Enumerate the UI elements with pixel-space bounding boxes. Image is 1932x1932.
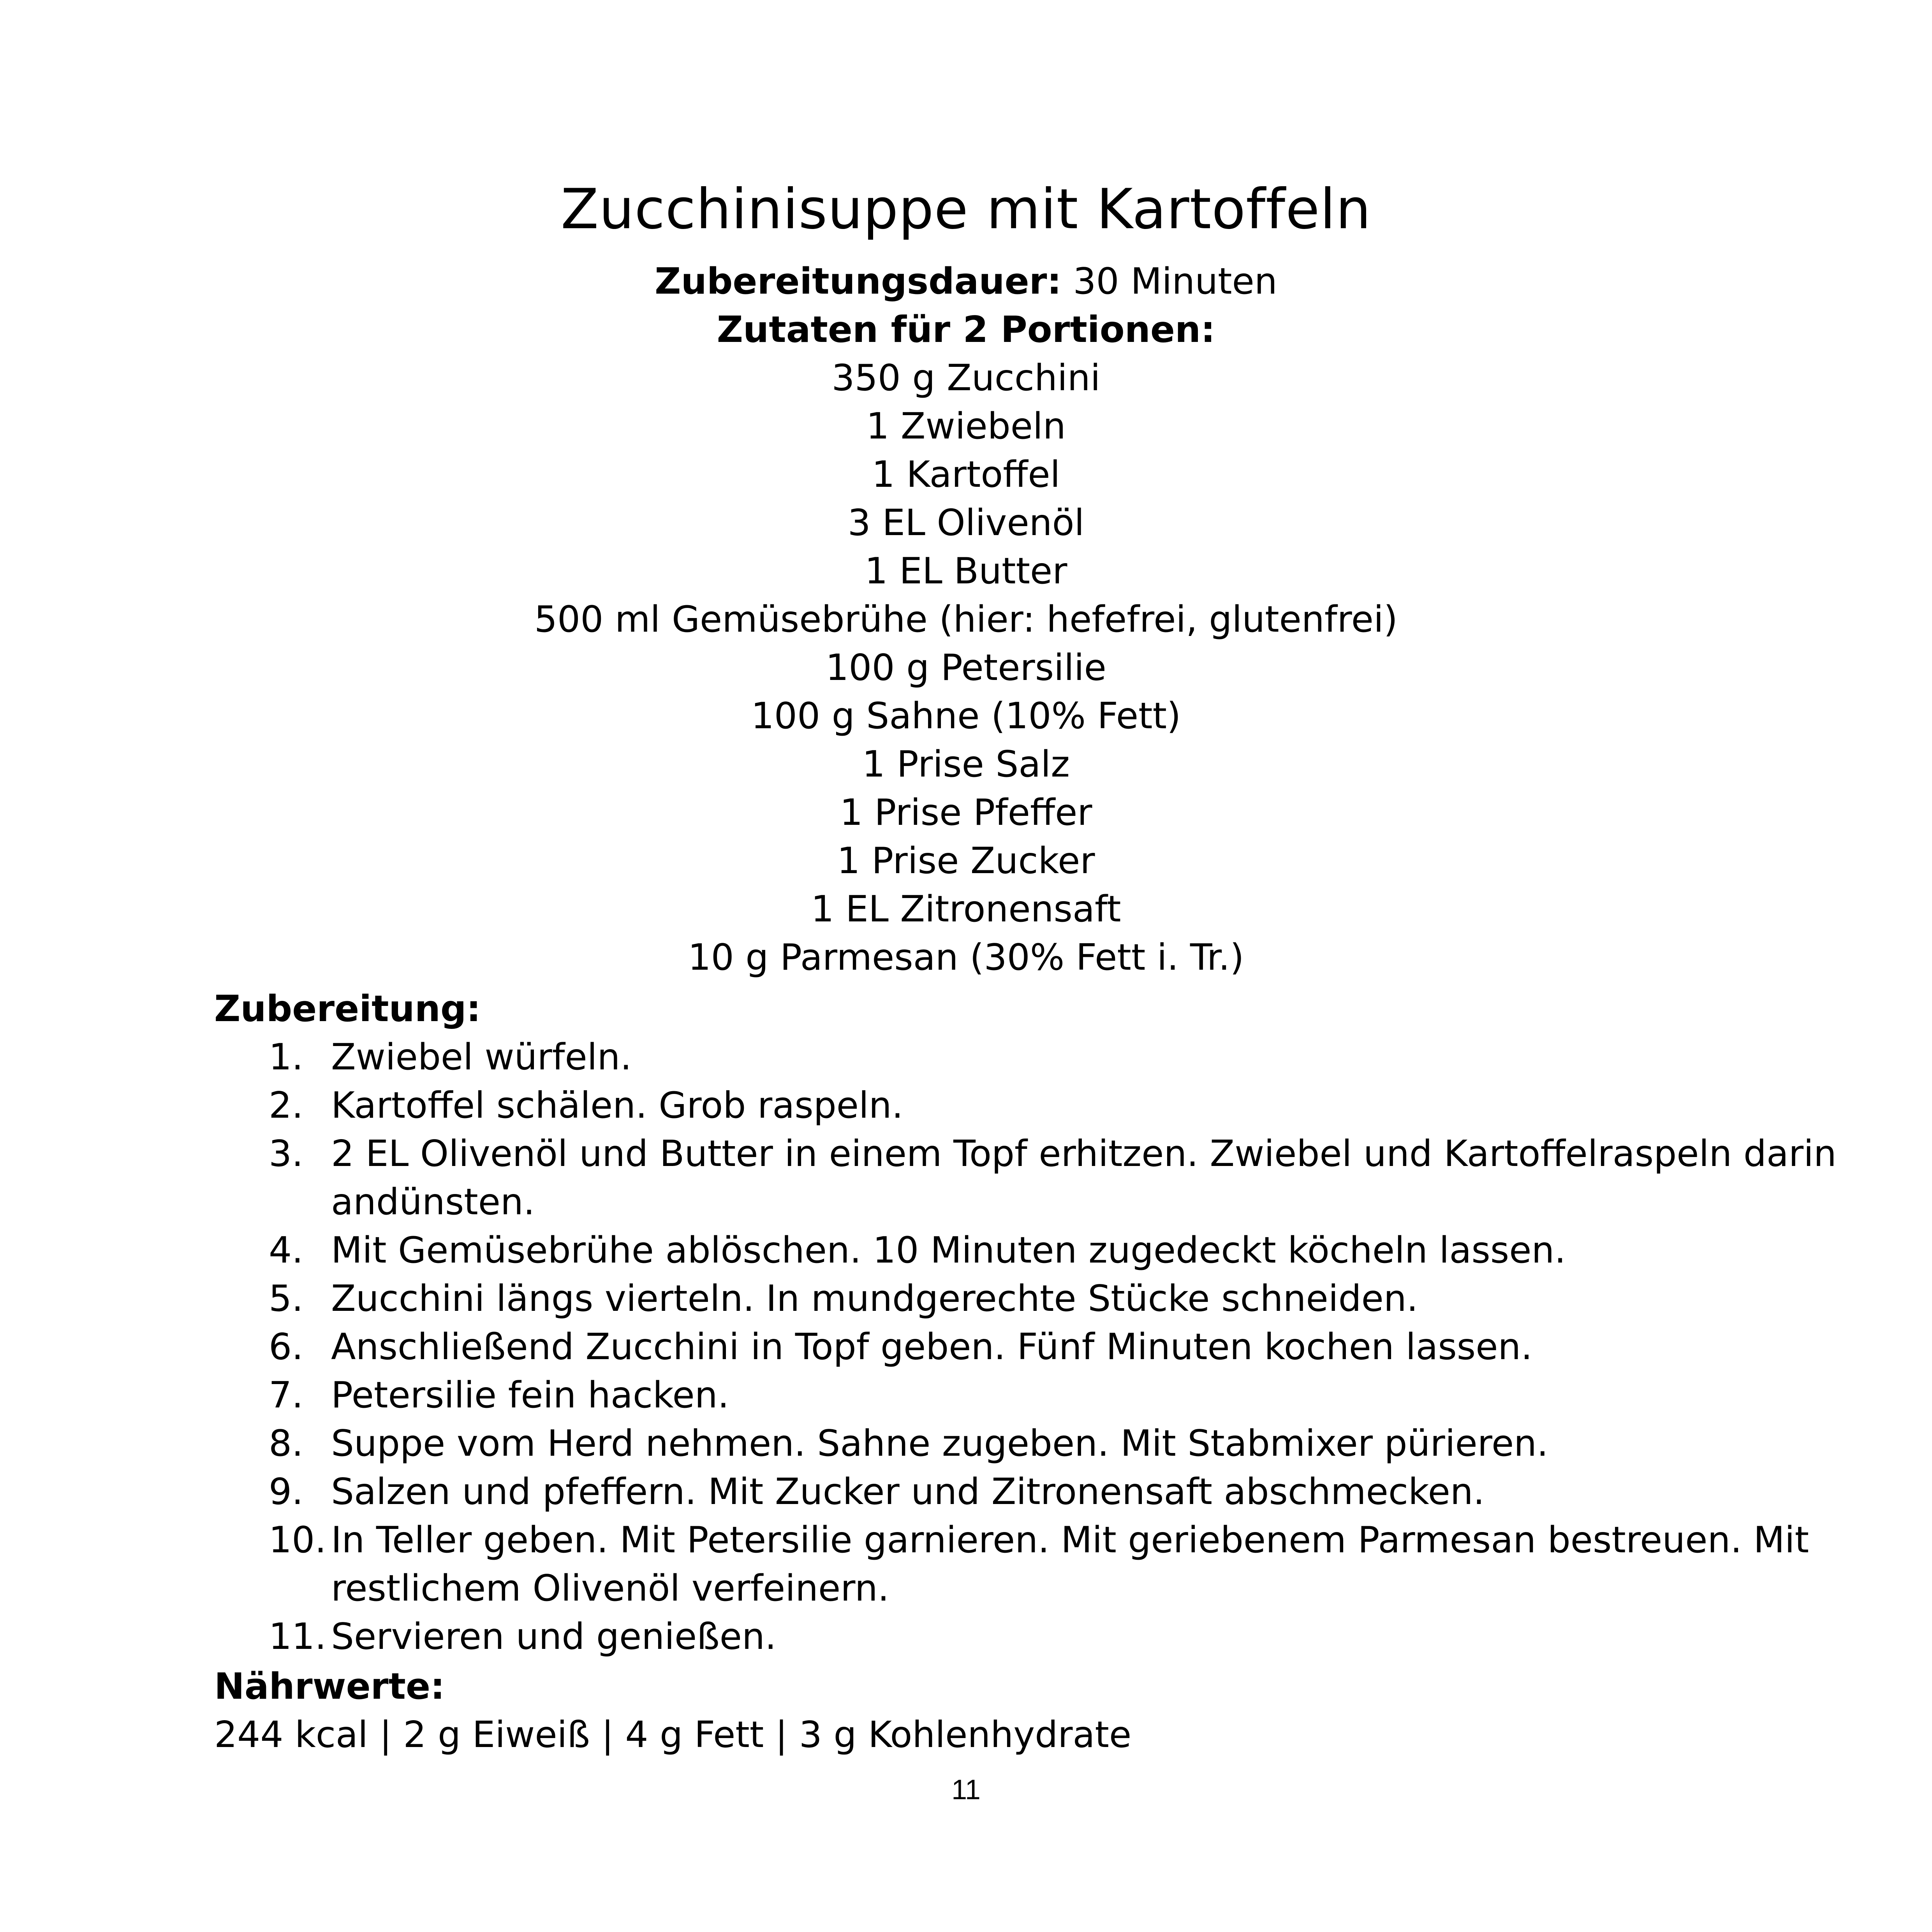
step-item [214,1033,1850,1081]
step-number: 10. [269,1519,326,1561]
step-text: Zucchini längs vierteln. In mundgerechte Stücke schneiden. [331,1277,1418,1319]
prep-time-value: 30 Minuten [1073,260,1277,302]
page-number: 11 [951,1774,981,1805]
ingredient-item: 500 ml Gemüsebrühe (hier: hefefrei, glutenfrei) [534,598,1398,640]
step-text: Kartoffel schälen. Grob raspeln. [331,1084,903,1126]
step-text: Anschließend Zucchini in Topf geben. Fünf Minuten kochen lassen. [331,1326,1532,1368]
step-text: 2 EL Olivenöl und Butter in einem Topf erhitzen. Zwiebel und Kartoffelraspeln darin andünsten. [331,1132,1837,1223]
step-number: 1. [269,1036,303,1078]
step-number: 6. [269,1326,303,1368]
ingredient-item: 1 EL Butter [865,550,1067,592]
step-item [214,1323,1850,1371]
ingredients-heading: Zutaten für 2 Portionen: [717,308,1215,350]
step-item [214,1612,1850,1661]
step-number: 5. [269,1277,303,1319]
step-number: 7. [269,1374,303,1416]
step-item [214,1371,1850,1419]
step-number: 11. [269,1615,326,1657]
step-number: 8. [269,1422,303,1464]
step-item [214,1467,1850,1516]
step-item [214,1516,1850,1612]
step-text: Mit Gemüsebrühe ablöschen. 10 Minuten zugedeckt köcheln lassen. [331,1229,1566,1271]
step-item [214,1419,1850,1467]
step-text: Suppe vom Herd nehmen. Sahne zugeben. Mit Stabmixer pürieren. [331,1422,1548,1464]
ingredient-item: 3 EL Olivenöl [847,502,1085,544]
ingredient-item: 100 g Petersilie [826,646,1106,689]
step-text: Salzen und pfeffern. Mit Zucker und Zitronensaft abschmecken. [331,1471,1485,1513]
nutrition-values: 244 kcal | 2 g Eiweiß | 4 g Fett | 3 g Kohlenhydrate [214,1714,1132,1756]
step-item [214,1081,1850,1129]
ingredient-item: 1 Kartoffel [872,453,1060,495]
ingredient-item: 1 Prise Pfeffer [840,791,1092,833]
prep-time-label: Zubereitungsdauer: [655,260,1062,302]
step-text: Servieren und genießen. [331,1615,777,1657]
step-item [214,1226,1850,1274]
ingredient-item: 100 g Sahne (10% Fett) [751,695,1181,737]
step-number: 3. [269,1132,303,1175]
step-item [214,1129,1850,1226]
ingredients-list [0,354,1932,981]
step-number: 4. [269,1229,303,1271]
recipe-summary [0,257,1932,981]
preparation-steps [214,1033,1850,1661]
step-number: 9. [269,1471,303,1513]
ingredient-item: 1 Zwiebeln [866,405,1066,447]
step-text: In Teller geben. Mit Petersilie garnieren. Mit geriebenem Parmesan bestreuen. Mit restlichem Olivenöl verfeinern. [331,1519,1809,1609]
recipe-title: Zucchinisuppe mit Kartoffeln [560,177,1372,241]
ingredient-item: 350 g Zucchini [831,357,1101,399]
step-number: 2. [269,1084,303,1126]
nutrition-heading: Nährwerte: [214,1665,445,1707]
step-text: Zwiebel würfeln. [331,1036,632,1078]
ingredient-item: 1 Prise Zucker [837,840,1095,882]
ingredient-item: 10 g Parmesan (30% Fett i. Tr.) [688,936,1244,978]
step-text: Petersilie fein hacken. [331,1374,729,1416]
ingredient-item: 1 EL Zitronensaft [811,888,1121,930]
prep-time-line [0,257,1932,305]
ingredient-item: 1 Prise Salz [862,743,1070,785]
step-item [214,1274,1850,1323]
preparation-heading: Zubereitung: [214,988,481,1030]
